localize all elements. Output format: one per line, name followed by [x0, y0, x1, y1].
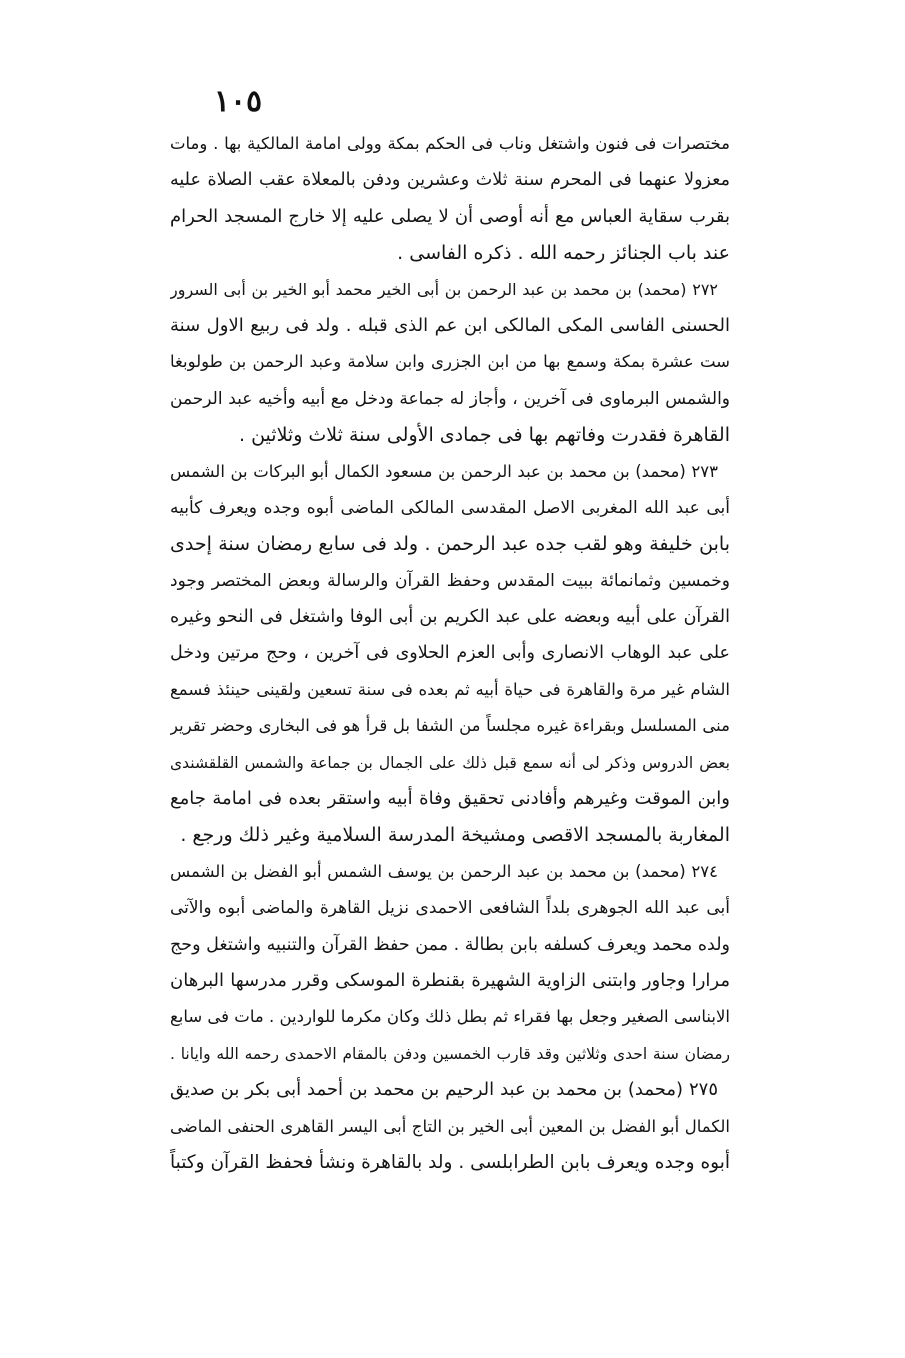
text-line: الكمال أبو الفضل بن المعين أبى الخير بن التاج أبى اليسر القاهرى الحنفى الماضى	[170, 1116, 730, 1136]
entry-first-line: ٢٧٥ (محمد) بن محمد بن عبد الرحيم بن محمد بن أحمد أبى بكر بن صديق	[170, 1079, 718, 1101]
text-line: مرارا وجاور وابتنى الزاوية الشهيرة بقنطرة الموسكى وقرر مدرسها البرهان	[170, 969, 730, 991]
text-line: رمضان سنة احدى وثلاثين وقد قارب الخمسين ودفن بالمقام الاحمدى رحمه الله وايانا .	[170, 1044, 730, 1063]
text-line: بابن خليفة وهو لقب جده عبد الرحمن . ولد فى سابع رمضان سنة إحدى	[170, 533, 730, 556]
entry-first-line: ٢٧٤ (محمد) بن محمد بن عبد الرحمن بن يوسف الشمس أبو الفضل بن الشمس	[170, 861, 718, 881]
text-line: ست عشرة بمكة وسمع بها من ابن الجزرى وابن سلامة وعبد الرحمن بن طولوبغا	[170, 352, 730, 372]
text-line: الشام غير مرة والقاهرة فى حياة أبيه ثم بعده فى سنة تسعين ولقينى حينئذ فسمع	[170, 679, 730, 699]
text-line: القاهرة فقدرت وفاتهم بها فى جمادى الأولى سنة ثلاث وثلاثين .	[239, 424, 730, 447]
text-line: ولده محمد ويعرف كسلفه بابن بطالة . ممن حفظ القرآن والتنبيه واشتغل وحج	[170, 934, 730, 955]
text-line: منى المسلسل وبقراءة غيره مجلساً من الشفا بل قرأ هو فى البخارى وحضر تقرير	[170, 716, 730, 736]
text-line: بعض الدروس وذكر لى أنه سمع قبل ذلك على الجمال بن جماعة والشمس القلقشندى	[170, 753, 730, 772]
entry-first-line: ٢٧٢ (محمد) بن محمد بن عبد الرحمن بن أبى الخير محمد أبو الخير بن أبى السرور	[170, 279, 718, 299]
text-line: عند باب الجنائز رحمه الله . ذكره الفاسى .	[397, 242, 730, 265]
text-line: وابن الموقت وغيرهم وأفادنى تحقيق وفاة أبيه واستقر بعده فى امامة جامع	[170, 788, 730, 810]
text-line: بقرب سقاية العباس مع أنه أوصى أن لا يصلى عليه إلا خارج المسجد الحرام	[170, 205, 730, 227]
text-line: والشمس البرماوى فى آخرين ، وأجاز له جماعة ودخل مع أبيه وأخيه عبد الرحمن	[170, 388, 730, 409]
text-line: معزولا عنهما فى المحرم سنة ثلاث وعشرين ودفن بالمعلاة عقب الصلاة عليه	[170, 170, 730, 191]
entry-first-line: ٢٧٣ (محمد) بن محمد بن عبد الرحمن بن مسعود الكمال أبو البركات بن الشمس	[170, 461, 718, 481]
text-line: أبوه وجده ويعرف بابن الطرابلسى . ولد بالقاهرة ونشأ فحفظ القرآن وكتباً	[170, 1151, 730, 1173]
text-line: وخمسين وثمانمائة ببيت المقدس وحفظ القرآن والرسالة وبعض المختصر وجود	[170, 570, 730, 591]
text-line: أبى عبد الله المغربى الاصل المقدسى المالكى الماضى أبوه وجده ويعرف كأبيه	[170, 497, 730, 518]
body-text	[170, 126, 730, 1181]
text-line: مختصرات فى فنون واشتغل وناب فى الحكم بمكة وولى امامة المالكية بها . ومات	[170, 134, 730, 153]
text-line: الحسنى الفاسى المكى المالكى ابن عم الذى قبله . ولد فى ربيع الاول سنة	[170, 314, 730, 336]
text-line: الابناسى الصغير وجعل بها فقراء ثم بطل ذلك وكان مكرما للواردين . مات فى سابع	[170, 1007, 730, 1027]
text-line: على عبد الوهاب الانصارى وأبى العزم الحلاوى فى آخرين ، وحج مرتين ودخل	[170, 643, 730, 664]
text-line: المغاربة بالمسجد الاقصى ومشيخة المدرسة السلامية وغير ذلك ورجع .	[180, 824, 730, 847]
text-line: أبى عبد الله الجوهرى بلداً الشافعى الاحمدى نزيل القاهرة والماضى أبوه والآتى	[170, 898, 730, 919]
text-line: القرآن على أبيه وبعضه على عبد الكريم بن أبى الوفا واشتغل فى النحو وغيره	[170, 607, 730, 628]
page-number: ١٠٥	[213, 84, 263, 119]
